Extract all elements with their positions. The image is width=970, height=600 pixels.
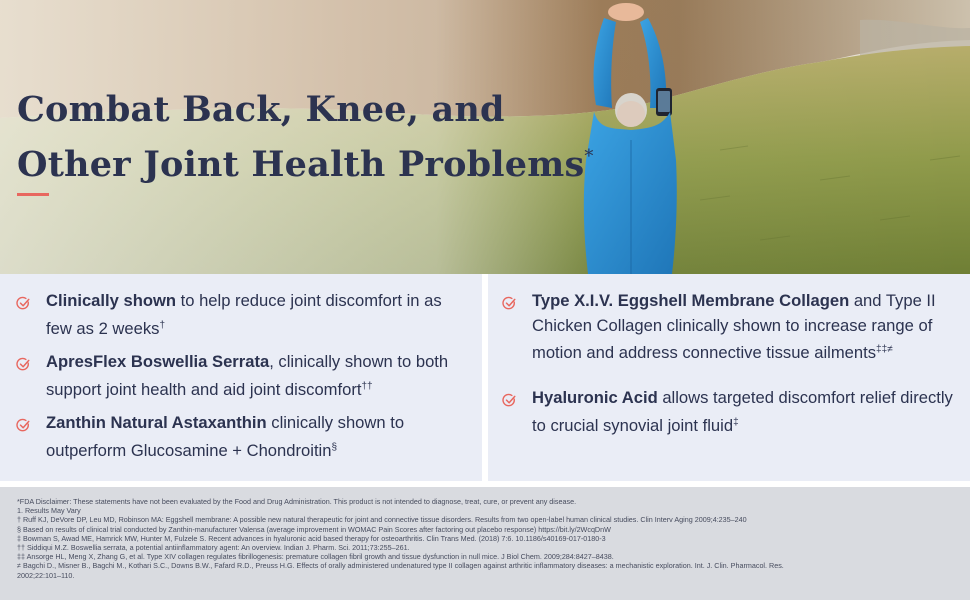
check-circle-icon (16, 418, 31, 433)
page-title (17, 86, 594, 188)
title-line-2: Other Joint Health Problems (17, 144, 585, 185)
footnote-citation: 2002;22:101–110. (17, 570, 75, 580)
benefit-description: clinically shown to outperform Glucosamine + Chondroitin (46, 413, 405, 460)
benefit-description: allows targeted discomfort relief directly to crucial synovial joint fluid (532, 388, 953, 435)
fda-disclaimer: *FDA Disclaimer: These statements have not been evaluated by the Food and Drug Administration. This product is not intended to diagnose, treat, cure, or prevent any disease. (17, 497, 577, 506)
footnote-results: 1. Results May Vary (17, 506, 81, 516)
footnote-mark: § (331, 441, 338, 453)
benefit-description: and Type II Chicken Collagen clinically shown to increase range of motion and address connective tissue ailments (532, 291, 936, 362)
benefit-item (16, 350, 466, 402)
benefit-description: , clinically shown to both support joint health and aid joint discomfort (46, 352, 449, 399)
benefit-highlight: Clinically shown (46, 291, 177, 310)
check-circle-icon (16, 357, 31, 372)
benefit-item (502, 289, 960, 366)
check-circle-icon (16, 296, 31, 311)
footnote-mark: ‡‡≠ (876, 344, 893, 355)
footnote-citation: ≠ Bagchi D., Misner B., Bagchi M., Kothari S.C., Downs B.W., Fafard R.D., Preuss H.G. Effects of orally administered undenatured type II collagen against arthritic inflammatory diseases: a mechanistic exploration. Int. J. Clin. Pharmacol. Res. (17, 561, 784, 571)
benefit-description: to help reduce joint discomfort in as few as 2 weeks (46, 291, 442, 338)
check-circle-icon (502, 296, 517, 311)
benefit-text (46, 289, 466, 341)
hero-banner (0, 0, 970, 274)
benefit-highlight: Type X.I.V. Eggshell Membrane Collagen (532, 291, 850, 310)
benefits-panel-left (0, 274, 482, 481)
benefit-text (532, 386, 960, 438)
footnote-citation: † Ruff KJ, DeVore DP, Leu MD, Robinson MA: Eggshell membrane: A possible new natural therapeutic for joint and connective tissue disorders. Results from two open-label human clinical studies. Clin Interv Aging 2009;4:235–240 (17, 515, 747, 525)
benefit-text (46, 350, 466, 402)
disclaimer-footer (0, 487, 970, 600)
benefits-panel-right (488, 274, 970, 481)
benefit-highlight: ApresFlex Boswellia Serrata (46, 352, 270, 371)
title-asterisk: * (584, 146, 594, 167)
footnote-mark: †† (361, 380, 373, 392)
check-circle-icon (502, 393, 517, 408)
footnote-mark: † (159, 319, 166, 331)
benefit-text (532, 289, 960, 366)
benefit-item (502, 386, 960, 438)
benefit-highlight: Hyaluronic Acid (532, 388, 658, 407)
benefit-highlight: Zanthin Natural Astaxanthin (46, 413, 267, 432)
benefit-item (16, 411, 466, 463)
footnote-citation: § Based on results of clinical trial conducted by Zanthin-manufacturer Valensa (average improvement in WOMAC Pain Scores after factoring out placebo response) https://bit.ly/2WcqDnW (17, 524, 611, 534)
benefit-item (16, 289, 466, 341)
footnote-citation: ‡ Bowman S, Awad ME, Hamrick MW, Hunter M, Fulzele S. Recent advances in hyaluronic acid based therapy for osteoarthritis. Clin Trans Med. (2018) 7:6. 10.1186/s40169-017-0180-3 (17, 533, 606, 543)
title-underline-accent (17, 193, 49, 196)
disclaimer-text-block (17, 497, 957, 580)
benefit-text (46, 411, 466, 463)
footnote-citation: †† Siddiqui M.Z. Boswellia serrata, a potential antiinflammatory agent: An overview. Indian J. Pharm. Sci. 2011;73:255–261. (17, 543, 410, 553)
title-line-1: Combat Back, Knee, and (17, 89, 505, 130)
footnote-citation: ‡‡ Ansorge HL, Meng X, Zhang G, et al. Type XIV collagen regulates fibrillogenesis: premature collagen fibril growth and tissue dysfunction in null mice. J Biol Chem. 2009;284:8427–8438. (17, 552, 614, 562)
footnote-mark: ‡ (733, 416, 739, 428)
